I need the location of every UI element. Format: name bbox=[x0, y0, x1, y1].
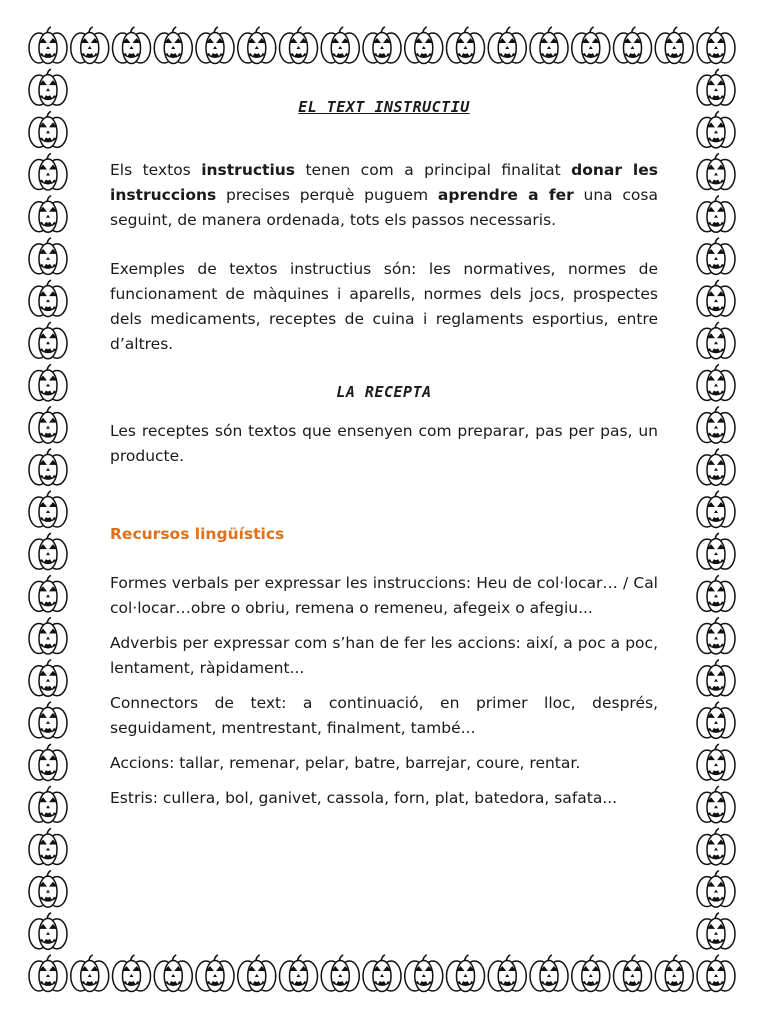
jack-o-lantern-icon bbox=[29, 154, 67, 191]
jack-o-lantern-icon bbox=[697, 154, 735, 191]
jack-o-lantern-icon bbox=[697, 280, 735, 317]
jack-o-lantern-icon bbox=[321, 27, 359, 64]
resource-item-verbs: Formes verbals per expressar les instruccions: Heu de col·locar… / Cal col·locar…obre o obriu, remena o remeneu, afegeix o afegiu... bbox=[110, 574, 658, 617]
resource-item-adverbs: Adverbis per expressar com s’han de fer les accions: així, a poc a poc, lentament, ràpidament... bbox=[110, 634, 658, 677]
jack-o-lantern-icon bbox=[697, 322, 735, 359]
jack-o-lantern-icon bbox=[154, 955, 192, 992]
jack-o-lantern-icon bbox=[29, 196, 67, 233]
jack-o-lantern-icon bbox=[196, 27, 234, 64]
jack-o-lantern-icon bbox=[405, 955, 443, 992]
jack-o-lantern-icon bbox=[697, 491, 735, 528]
jack-o-lantern-icon bbox=[29, 449, 67, 486]
jack-o-lantern-icon bbox=[29, 27, 67, 64]
jack-o-lantern-icon bbox=[572, 955, 610, 992]
resources-list bbox=[110, 571, 658, 811]
jack-o-lantern-icon bbox=[697, 828, 735, 865]
jack-o-lantern-icon bbox=[280, 27, 318, 64]
jack-o-lantern-icon bbox=[572, 27, 610, 64]
jack-o-lantern-icon bbox=[697, 238, 735, 275]
jack-o-lantern-icon bbox=[29, 702, 67, 739]
jack-o-lantern-icon bbox=[71, 955, 109, 992]
jack-o-lantern-icon bbox=[697, 111, 735, 148]
jack-o-lantern-icon bbox=[697, 913, 735, 950]
jack-o-lantern-icon bbox=[29, 111, 67, 148]
jack-o-lantern-icon bbox=[29, 322, 67, 359]
recipe-paragraph: Les receptes són textos que ensenyen com preparar, pas per pas, un producte. bbox=[110, 422, 658, 465]
jack-o-lantern-icon bbox=[488, 955, 526, 992]
examples-paragraph: Exemples de textos instructius són: les normatives, normes de funcionament de màquines i aparells, normes dels jocs, prospectes dels medicaments, receptes de cuina i reglaments esportius, entre d’altres. bbox=[110, 260, 658, 353]
jack-o-lantern-icon bbox=[321, 955, 359, 992]
jack-o-lantern-icon bbox=[280, 955, 318, 992]
jack-o-lantern-icon bbox=[697, 786, 735, 823]
jack-o-lantern-icon bbox=[29, 238, 67, 275]
jack-o-lantern-icon bbox=[29, 280, 67, 317]
jack-o-lantern-icon bbox=[113, 955, 151, 992]
resource-item-tools: Estris: cullera, bol, ganivet, cassola, forn, plat, batedora, safata... bbox=[110, 789, 618, 807]
resources-heading: Recursos lingüístics bbox=[110, 525, 285, 543]
jack-o-lantern-icon bbox=[29, 955, 67, 992]
jack-o-lantern-icon bbox=[697, 196, 735, 233]
jack-o-lantern-icon bbox=[697, 955, 735, 992]
intro-bold-1: instructius bbox=[201, 161, 296, 179]
jack-o-lantern-icon bbox=[697, 449, 735, 486]
jack-o-lantern-icon bbox=[71, 27, 109, 64]
jack-o-lantern-icon bbox=[697, 660, 735, 697]
jack-o-lantern-icon bbox=[697, 69, 735, 106]
intro-bold-3: aprendre a fer bbox=[437, 186, 574, 204]
recipe-title: LA RECEPTA bbox=[336, 383, 432, 401]
jack-o-lantern-icon bbox=[29, 660, 67, 697]
jack-o-lantern-icon bbox=[530, 27, 568, 64]
jack-o-lantern-icon bbox=[154, 27, 192, 64]
resource-item-actions: Accions: tallar, remenar, pelar, batre, barrejar, coure, rentar. bbox=[110, 754, 581, 772]
jack-o-lantern-icon bbox=[697, 575, 735, 612]
jack-o-lantern-icon bbox=[614, 27, 652, 64]
page-title: EL TEXT INSTRUCTIU bbox=[298, 98, 470, 116]
jack-o-lantern-icon bbox=[196, 955, 234, 992]
jack-o-lantern-icon bbox=[447, 27, 485, 64]
jack-o-lantern-icon bbox=[29, 69, 67, 106]
jack-o-lantern-icon bbox=[29, 364, 67, 401]
jack-o-lantern-icon bbox=[29, 786, 67, 823]
jack-o-lantern-icon bbox=[29, 744, 67, 781]
intro-text-3: precises perquè puguem bbox=[216, 186, 438, 204]
jack-o-lantern-icon bbox=[238, 27, 276, 64]
jack-o-lantern-icon bbox=[655, 955, 693, 992]
jack-o-lantern-icon bbox=[697, 364, 735, 401]
jack-o-lantern-icon bbox=[697, 871, 735, 908]
jack-o-lantern-icon bbox=[697, 618, 735, 655]
jack-o-lantern-icon bbox=[29, 575, 67, 612]
jack-o-lantern-icon bbox=[363, 955, 401, 992]
document-body bbox=[110, 98, 658, 811]
jack-o-lantern-icon bbox=[29, 828, 67, 865]
jack-o-lantern-icon bbox=[488, 27, 526, 64]
intro-text-2: tenen com a principal finalitat bbox=[295, 161, 572, 179]
resource-item-connectors: Connectors de text: a continuació, en primer lloc, després, seguidament, mentrestant, finalment, també... bbox=[110, 694, 658, 737]
jack-o-lantern-icon bbox=[697, 744, 735, 781]
intro-bold-2: donar les instruccions bbox=[110, 161, 658, 204]
jack-o-lantern-icon bbox=[29, 533, 67, 570]
jack-o-lantern-icon bbox=[697, 27, 735, 64]
jack-o-lantern-icon bbox=[29, 913, 67, 950]
jack-o-lantern-icon bbox=[447, 955, 485, 992]
jack-o-lantern-icon bbox=[29, 871, 67, 908]
jack-o-lantern-icon bbox=[29, 491, 67, 528]
jack-o-lantern-icon bbox=[405, 27, 443, 64]
jack-o-lantern-icon bbox=[697, 702, 735, 739]
intro-text-1: Els textos bbox=[110, 161, 202, 179]
jack-o-lantern-icon bbox=[697, 407, 735, 444]
jack-o-lantern-icon bbox=[614, 955, 652, 992]
jack-o-lantern-icon bbox=[238, 955, 276, 992]
intro-text-4: una cosa seguint, de manera ordenada, tots els passos necessaris. bbox=[110, 186, 658, 229]
jack-o-lantern-icon bbox=[29, 618, 67, 655]
jack-o-lantern-icon bbox=[113, 27, 151, 64]
jack-o-lantern-icon bbox=[530, 955, 568, 992]
jack-o-lantern-icon bbox=[363, 27, 401, 64]
jack-o-lantern-icon bbox=[29, 407, 67, 444]
jack-o-lantern-icon bbox=[697, 533, 735, 570]
jack-o-lantern-icon bbox=[655, 27, 693, 64]
intro-paragraph bbox=[110, 158, 658, 233]
